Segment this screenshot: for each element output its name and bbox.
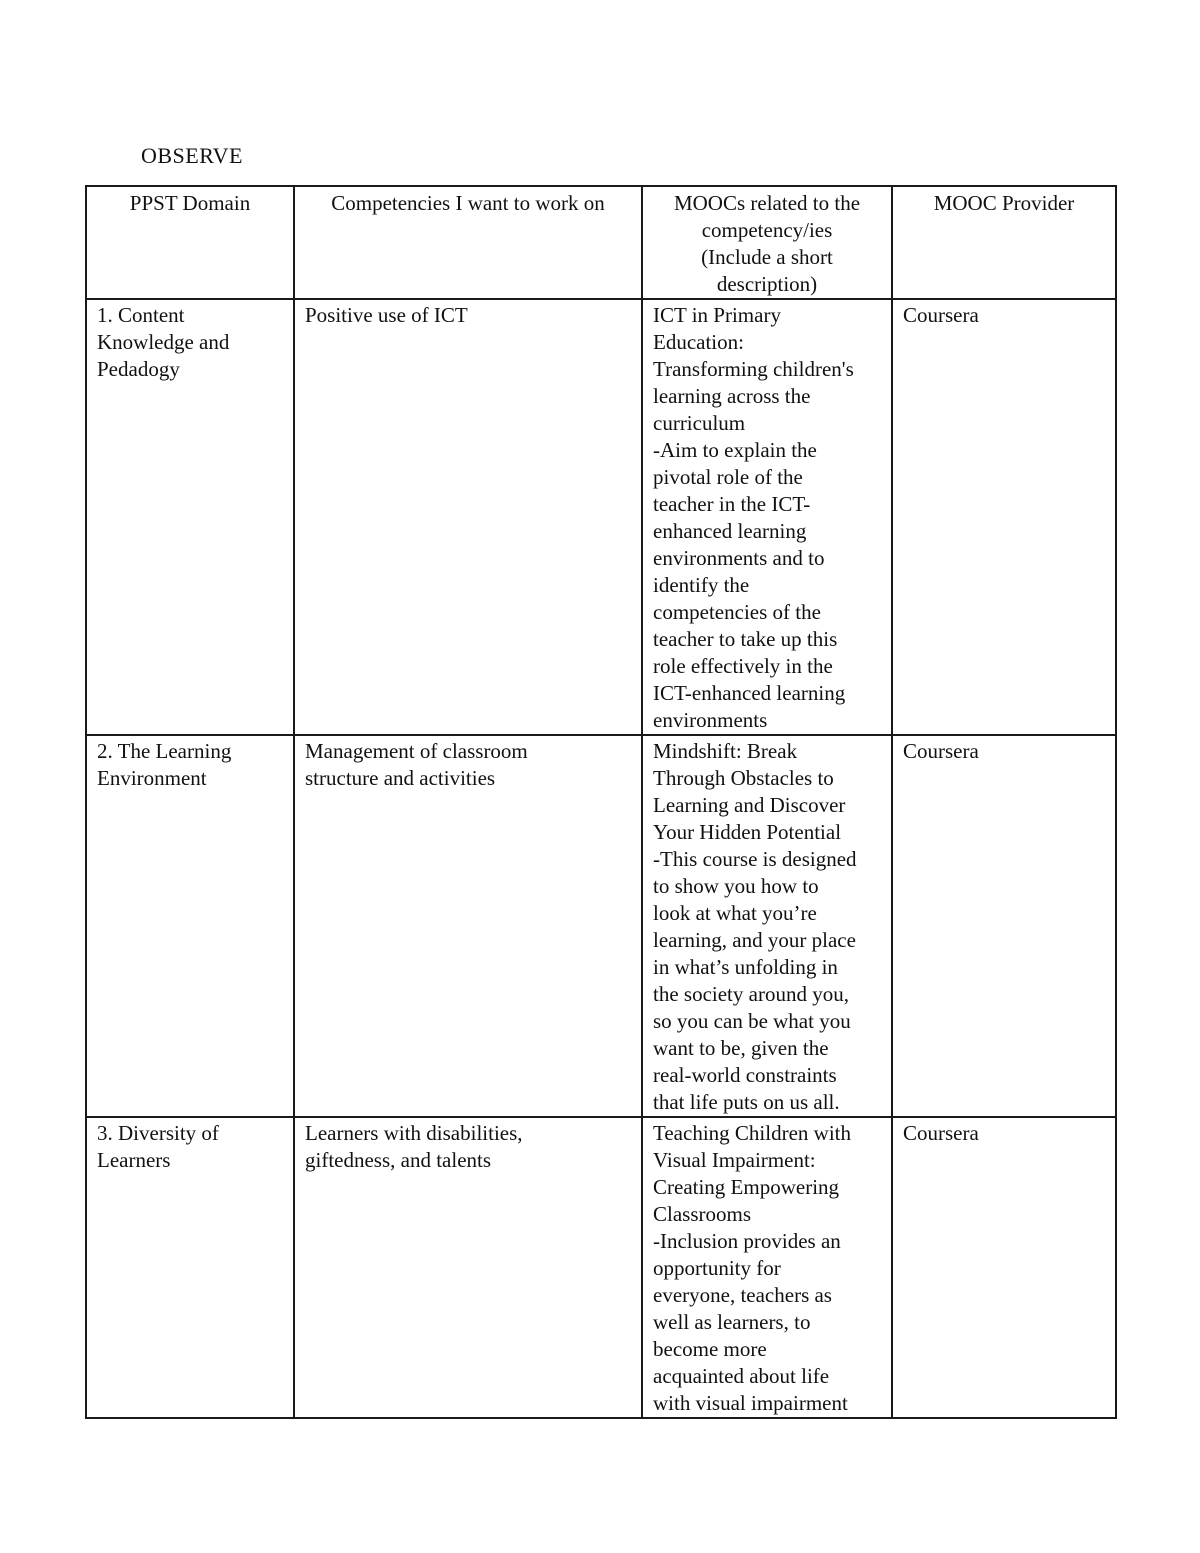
table-row (86, 735, 1116, 1117)
table-header-row (86, 186, 1116, 299)
header-moocs: MOOCs related to the competency/ies (Include a short description) (642, 186, 892, 299)
table-row (86, 1117, 1116, 1418)
cell-mooc: ICT in Primary Education: Transforming children's learning across the curriculum -Aim to explain the pivotal role of the teacher in the ICT- enhanced learning environments and to identify the competencies of the teacher to take up this role effectively in the ICT-enhanced learning environments (642, 299, 892, 735)
cell-competency: Learners with disabilities, giftedness, and talents (294, 1117, 642, 1418)
cell-domain: 3. Diversity of Learners (86, 1117, 294, 1418)
cell-provider: Coursera (892, 735, 1116, 1117)
table-row (86, 299, 1116, 735)
header-mooc-provider: MOOC Provider (892, 186, 1116, 299)
header-ppst-domain: PPST Domain (86, 186, 294, 299)
cell-mooc: Teaching Children with Visual Impairment: Creating Empowering Classrooms -Inclusion provides an opportunity for everyone, teachers as well as learners, to become more acquainted about life with visual impairment (642, 1117, 892, 1418)
cell-provider: Coursera (892, 1117, 1116, 1418)
cell-domain: 2. The Learning Environment (86, 735, 294, 1117)
cell-domain: 1. Content Knowledge and Pedadogy (86, 299, 294, 735)
cell-provider: Coursera (892, 299, 1116, 735)
page-heading: OBSERVE (141, 143, 243, 168)
header-competencies: Competencies I want to work on (294, 186, 642, 299)
cell-competency: Management of classroom structure and activities (294, 735, 642, 1117)
cell-competency: Positive use of ICT (294, 299, 642, 735)
mooc-plan-table (85, 185, 1117, 1419)
cell-mooc: Mindshift: Break Through Obstacles to Learning and Discover Your Hidden Potential -This course is designed to show you how to look at what you’re learning, and your place in what’s unfolding in the society around you, so you can be what you want to be, given the real-world constraints that life puts on us all. (642, 735, 892, 1117)
